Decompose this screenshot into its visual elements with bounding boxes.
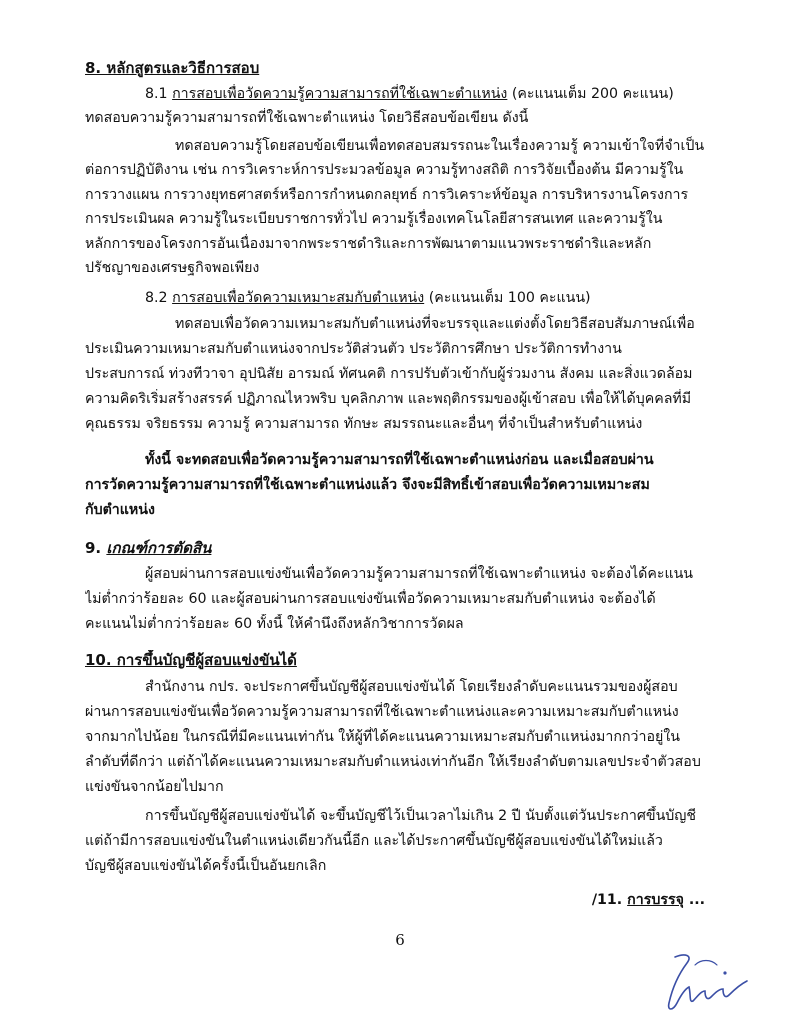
section-9-body-line: ไม่ต่ำกว่าร้อยละ 60 และผู้สอบผ่านการสอบแข่งขันเพื่อวัดความเหมาะสมกับตำแหน่ง จะต้องได้ [85, 591, 656, 607]
section-8-1-intro: ทดสอบความรู้ความสามารถที่ใช้เฉพาะตำแหน่ง โดยวิธีสอบข้อเขียน ดังนี้ [85, 110, 529, 126]
section-10-body-line: จากมากไปน้อย ในกรณีที่มีคะแนนเท่ากัน ให้ผู้ที่ได้คะแนนความเหมาะสมกับตำแหน่งมากกว่าอยู่ใน [85, 729, 680, 745]
section-10-body-line: แข่งขันจากน้อยไปมาก [85, 779, 224, 795]
section-8-1-title: การสอบเพื่อวัดความรู้ความสามารถที่ใช้เฉพาะตำแหน่ง [172, 86, 508, 102]
section-8-1-body-line: ต่อการปฏิบัติงาน เช่น การวิเคราะห์การประมวลข้อมูล ความรู้ทางสถิติ การวิจัยเบื้องต้น มีความรู้ใน [85, 162, 684, 178]
section-8-1-body-line: หลักการของโครงการอันเนื่องมาจากพระราชดำริและการพัฒนาตามแนวพระราชดำริและหลัก [85, 236, 652, 252]
section-8-2-body-line: ประเมินความเหมาะสมกับตำแหน่งจากประวัติส่วนตัว ประวัติการศึกษา ประวัติการทำงาน [85, 341, 622, 357]
section-8-2-body-line: ประสบการณ์ ท่วงทีวาจา อุปนิสัย อารมณ์ ทัศนคติ การปรับตัวเข้ากับผู้ร่วมงาน สังคม และสิ่งแวดล้อม [85, 366, 693, 382]
section-8-1-body-line: การประเมินผล ความรู้ในระเบียบราชการทั่วไป ความรู้เรื่องเทคโนโลยีสารสนเทศ และความรู้ใน [85, 211, 663, 227]
section-8-2-title: การสอบเพื่อวัดความเหมาะสมกับตำแหน่ง [172, 290, 425, 306]
section-8-note-line: ทั้งนี้ จะทดสอบเพื่อวัดความรู้ความสามารถที่ใช้เฉพาะตำแหน่งก่อน และเมื่อสอบผ่าน [145, 452, 654, 468]
section-8-2-body-line: คุณธรรม จริยธรรม ความรู้ ความสามารถ ทักษะ สมรรถนะและอื่นๆ ที่จำเป็นสำหรับตำแหน่ง [85, 416, 643, 432]
continuation-note: /11. การบรรจุ ... [591, 892, 705, 908]
section-9-body-line: ผู้สอบผ่านการสอบแข่งขันเพื่อวัดความรู้ความสามารถที่ใช้เฉพาะตำแหน่ง จะต้องได้คะแนน [145, 566, 694, 582]
page-number: 6 [395, 931, 405, 949]
signature-icon [655, 945, 755, 1020]
section-8-2-line: 8.2 การสอบเพื่อวัดความเหมาะสมกับตำแหน่ง (คะแนนเต็ม 100 คะแนน) [145, 290, 591, 306]
section-8-1-body-line: ทดสอบความรู้โดยสอบข้อเขียนเพื่อทดสอบสมรรถนะในเรื่องความรู้ ความเข้าใจที่จำเป็น [175, 138, 705, 154]
section-8-1-line: 8.1 การสอบเพื่อวัดความรู้ความสามารถที่ใช้เฉพาะตำแหน่ง (คะแนนเต็ม 200 คะแนน) [145, 86, 674, 102]
section-9-heading: 9. เกณฑ์การตัดสิน [85, 539, 212, 557]
section-10-body-line: การขึ้นบัญชีผู้สอบแข่งขันได้ จะขึ้นบัญชีไว้เป็นเวลาไม่เกิน 2 ปี นับตั้งแต่วันประกาศขึ้นบัญชี [145, 808, 696, 824]
section-10-body-line: แต่ถ้ามีการสอบแข่งขันในตำแหน่งเดียวกันนี้อีก และได้ประกาศขึ้นบัญชีผู้สอบแข่งขันได้ใหม่แล้ว [85, 833, 663, 849]
section-10-body-line: ผ่านการสอบแข่งขันเพื่อวัดความรู้ความสามารถที่ใช้เฉพาะตำแหน่งและความเหมาะสมกับตำแหน่ง [85, 704, 679, 720]
section-10-body-line: บัญชีผู้สอบแข่งขันได้ครั้งนี้เป็นอันยกเลิก [85, 858, 327, 874]
section-8-2-body-line: ความคิดริเริ่มสร้างสรรค์ ปฏิภาณไหวพริบ บุคลิกภาพ และพฤติกรรมของผู้เข้าสอบ เพื่อให้ได้บุคคลที่มี [85, 391, 692, 407]
section-10-body-line: ลำดับที่ดีกว่า แต่ถ้าได้คะแนนความเหมาะสมกับตำแหน่งเท่ากันอีก ให้เรียงลำดับตามเลขประจำตัวสอบ [85, 754, 701, 770]
section-8-note-line: กับตำแหน่ง [85, 502, 155, 518]
section-9-body-line: คะแนนไม่ต่ำกว่าร้อยละ 60 ทั้งนี้ ให้คำนึงถึงหลักวิชาการวัดผล [85, 616, 464, 632]
section-8-1-body-line: ปรัชญาของเศรษฐกิจพอเพียง [85, 260, 260, 276]
section-8-1-body-line: การวางแผน การวางยุทธศาสตร์หรือการกำหนดกลยุทธ์ การวิเคราะห์ข้อมูล การบริหารงานโครงการ [85, 187, 689, 203]
section-8-heading: 8. หลักสูตรและวิธีการสอบ [85, 59, 260, 77]
section-10-body-line: สำนักงาน กปร. จะประกาศขึ้นบัญชีผู้สอบแข่งขันได้ โดยเรียงลำดับคะแนนรวมของผู้สอบ [145, 679, 678, 695]
section-8-2-body-line: ทดสอบเพื่อวัดความเหมาะสมกับตำแหน่งที่จะบรรจุและแต่งตั้งโดยวิธีสอบสัมภาษณ์เพื่อ [175, 316, 695, 332]
section-10-heading: 10. การขึ้นบัญชีผู้สอบแข่งขันได้ [85, 651, 297, 669]
section-8-note-line: การวัดความรู้ความสามารถที่ใช้เฉพาะตำแหน่งแล้ว จึงจะมีสิทธิ์เข้าสอบเพื่อวัดความเหมาะสม [85, 477, 650, 493]
